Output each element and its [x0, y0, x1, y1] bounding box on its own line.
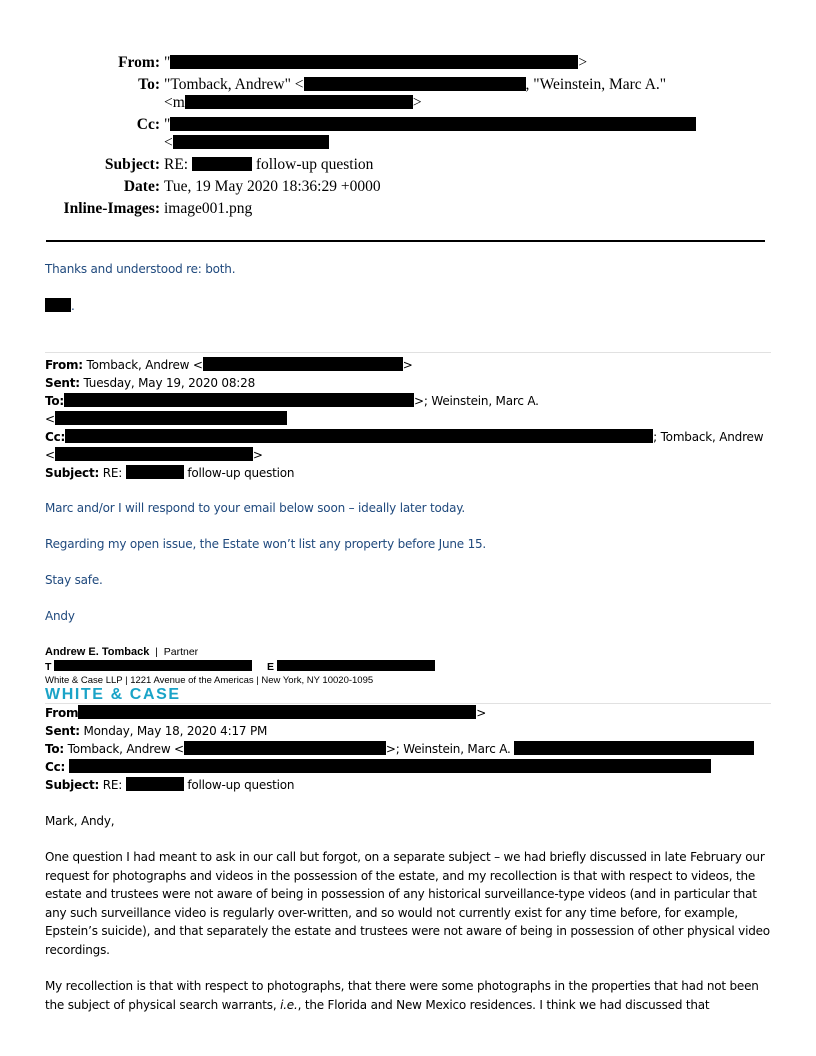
msg3-cc: Cc:: [45, 759, 711, 777]
inline-images-value: image001.png: [164, 200, 253, 217]
redaction: [55, 411, 287, 425]
white-case-logo: WHITE & CASE: [45, 686, 181, 703]
msg3-paragraph-2: My recollection is that with respect to photographs, that there were some photographs in the properties that had not been the subject of physical search warrants, i.e., the Florida and New Mexico residences. I think we had discussed that: [45, 979, 759, 1012]
subject-value: RE: follow-up question: [164, 156, 374, 173]
reply-line: Thanks and understood re: both.: [45, 262, 236, 276]
msg2-sent: Sent: Tuesday, May 19, 2020 08:28: [45, 376, 256, 390]
redaction: [55, 447, 253, 461]
reply-signature: .: [45, 298, 75, 316]
msg2-to-line2: <: [45, 411, 287, 429]
signature-address: White & Case LLP | 1221 Avenue of the Americas | New York, NY 10020-1095: [45, 675, 374, 686]
msg3-sent: Sent: Monday, May 18, 2020 4:17 PM: [45, 724, 268, 738]
redaction: [45, 298, 71, 312]
message-separator: [45, 703, 771, 704]
date-value: Tue, 19 May 2020 18:36:29 +0000: [164, 178, 381, 195]
msg2-body-1: Marc and/or I will respond to your email below soon – ideally later today.: [45, 501, 466, 515]
redaction: [192, 157, 252, 171]
msg2-from: From: Tomback, Andrew < >: [45, 358, 413, 372]
redaction: [126, 465, 184, 479]
to-label: To:: [138, 76, 160, 93]
redaction: [277, 660, 435, 671]
redaction: [514, 741, 754, 755]
redaction: [203, 357, 403, 371]
msg2-body-3: Stay safe.: [45, 573, 103, 587]
msg2-to: To: >; Weinstein, Marc A.: [45, 394, 539, 408]
cc-value-line2: <: [164, 133, 329, 153]
from-value: " >: [164, 54, 588, 71]
redaction: [69, 759, 711, 773]
redaction: [126, 777, 184, 791]
msg3-subject: Subject: RE: follow-up question: [45, 778, 295, 792]
cc-label: Cc:: [136, 116, 160, 133]
redaction: [64, 393, 414, 407]
msg2-cc: Cc: ; Tomback, Andrew: [45, 430, 764, 444]
redaction: [170, 117, 696, 131]
subject-label: Subject:: [104, 156, 160, 173]
inline-images-label: Inline-Images:: [63, 200, 160, 217]
msg3-from: From >: [45, 706, 487, 720]
redaction: [65, 429, 653, 443]
from-label: From:: [118, 54, 160, 71]
msg2-cc-line2: < >: [45, 448, 263, 462]
to-value-line2: <m >: [164, 94, 422, 111]
cc-value: ": [164, 115, 696, 135]
redaction: [185, 95, 413, 109]
header-divider: [46, 240, 765, 242]
redaction: [170, 55, 578, 69]
to-value: "Tomback, Andrew" < , "Weinstein, Marc A.": [164, 76, 667, 93]
msg2-body-2: Regarding my open issue, the Estate won’t list any property before June 15.: [45, 537, 487, 551]
msg3-greeting: Mark, Andy,: [45, 814, 115, 828]
redaction: [184, 741, 386, 755]
msg2-subject: Subject: RE: follow-up question: [45, 466, 295, 480]
date-label: Date:: [123, 178, 160, 195]
msg2-body-4: Andy: [45, 609, 75, 623]
signature-contact-line: T E: [45, 660, 435, 673]
msg3-to: To: Tomback, Andrew < >; Weinstein, Marc A.: [45, 741, 754, 759]
message-separator: [45, 352, 771, 353]
redaction: [54, 660, 252, 671]
redaction: [173, 135, 329, 149]
redaction: [78, 705, 476, 719]
redaction: [304, 77, 526, 91]
signature-name-line: Andrew E. Tomback | Partner: [45, 646, 199, 658]
msg3-paragraph-1: One question I had meant to ask in our call but forgot, on a separate subject – we had briefly discussed in late February our request for photographs and videos in the possession of the estate, and my recollection is that with respect to videos, the estate and trustees were not aware of being in possession of any historical surveillance-type videos (and in particular that any such surveillance video is regularly over-written, and so would not currently exist for any time before, for example, Epstein’s suicide), and that separately the estate and trustees were not aware of being in possession of other physical video recordings.: [45, 850, 770, 957]
